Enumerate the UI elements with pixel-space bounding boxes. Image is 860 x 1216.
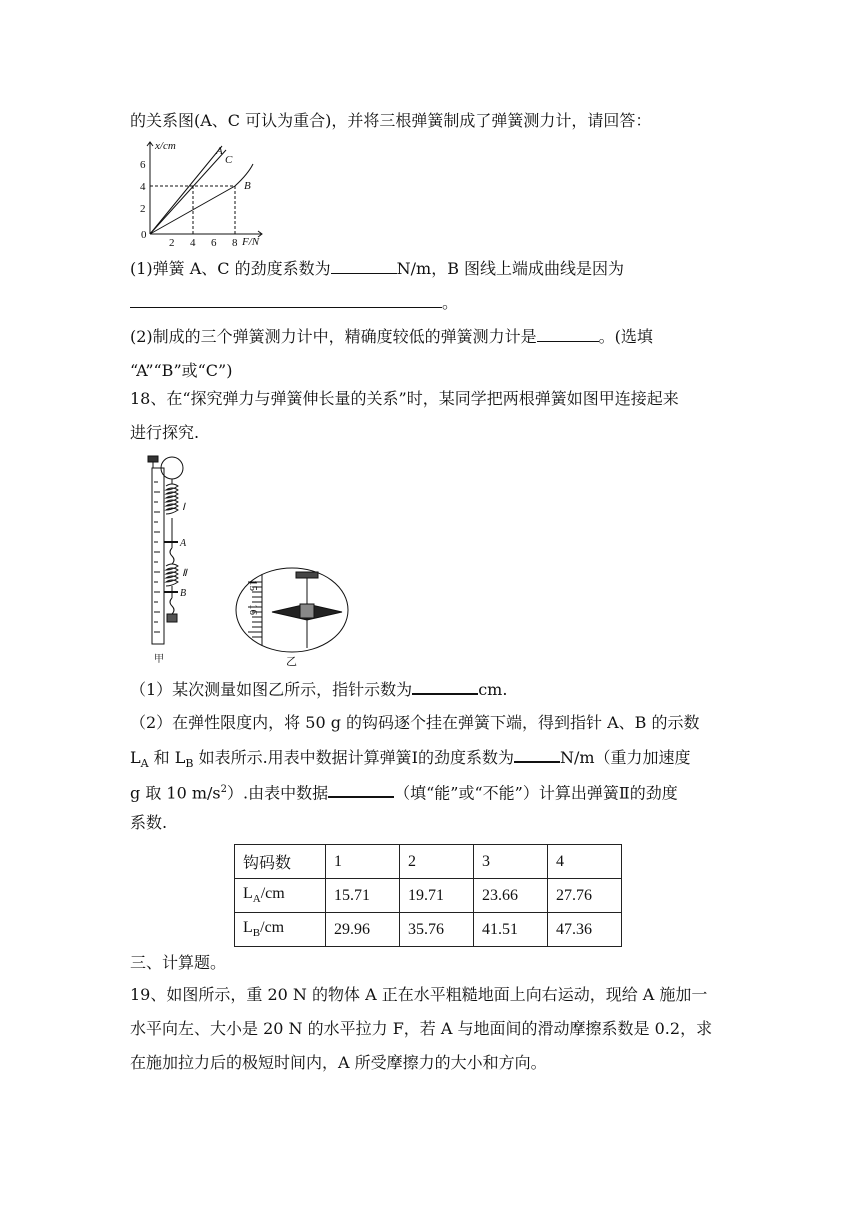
answer-blank-long [130,292,442,308]
table-cell: 47.36 [548,913,622,947]
q18-part2-g: g 取 10 m/s [130,783,221,803]
scale-label-15: 15 [247,580,259,591]
answer-blank [514,746,560,763]
q18-part2-text-b: ）.由表中数据 [227,783,329,803]
superscript-2: 2 [220,784,228,795]
label-pointer-A: A [180,538,187,549]
q19-line2: 水平向左、大小是 20 N 的水平拉力 F，若 A 与地面间的滑动摩擦系数是 0.2，求 [130,1019,713,1038]
answer-blank [331,258,397,274]
q17-graph [138,138,268,248]
table-header-cell: 4 [548,845,622,879]
label-unit: /cm [260,885,285,903]
table-cell: 35.76 [400,913,474,947]
q17-part2-options: “A”“B”或“C”) [130,361,233,380]
q18-part2-line3 [130,779,740,804]
caption-yi: 乙 [286,656,297,668]
origin-label: 0 [141,229,147,241]
data-table [234,844,622,947]
answer-blank [328,781,394,798]
label-A: A [216,145,223,157]
answer-blank [412,678,478,695]
q18-part2-line1: （2）在弹性限度内，将 50 g 的钩码逐个挂在弹簧下端，得到指针 A、B 的示数 [130,713,700,732]
q19-line3: 在施加拉力后的极短时间内，A 所受摩擦力的大小和方向。 [130,1053,547,1072]
y-tick-6: 6 [140,159,146,171]
table-cell: 41.51 [474,913,548,947]
figure-yi-scale-reading [234,560,352,670]
spring-1 [166,484,178,514]
scale-label-16: 16 [247,604,259,615]
section-3-heading: 三、计算题。 [130,953,227,972]
label-spring-2: Ⅱ [182,568,187,579]
row-label-LA [235,879,326,913]
table-header-cell: 3 [474,845,548,879]
label-L: L [243,885,253,903]
q17-part1-end: 。 [442,293,459,312]
q17-part2 [130,326,740,348]
table-cell: 19.71 [400,879,474,913]
q17-intro: 的关系图(A、C 可认为重合)，并将三根弹簧制成了弹簧测力计，请回答： [130,111,652,130]
table-cell: 15.71 [326,879,400,913]
q18-part1-text: （1）某次测量如图乙所示，指针示数为 [130,680,413,699]
q19-line1: 19、如图所示，重 20 N 的物体 A 正在水平粗糙地面上向右运动，现给 A 施加一 [130,985,708,1004]
q18-part2-line2 [130,746,740,775]
label-unit: /cm [260,919,285,937]
figure-jia-spring-apparatus [140,452,200,668]
table-row [235,913,622,947]
x-tick-4: 4 [190,237,196,248]
table-header-cell: 2 [400,845,474,879]
q17-part2-text-b: 。(选填 [598,327,653,346]
spring-2 [166,564,178,586]
q17-part1 [130,258,740,280]
x-tick-8: 8 [232,237,238,248]
line-A [150,146,222,234]
subscript-A: A [140,757,149,771]
table-header-cell: 钩码数 [235,845,326,879]
y-tick-4: 4 [140,181,146,193]
q18-part2-text-c: 如表所示.用表中数据计算弹簧Ⅰ的劲度系数为 [193,748,514,767]
label-L: L [243,919,253,937]
q17-part1-text-a: (1)弹簧 A、C 的劲度系数为 [130,259,331,278]
label-sub: A [252,893,261,906]
label-C: C [225,154,233,166]
table-row [235,845,622,879]
label-pointer-B: B [180,588,187,599]
table-cell: 23.66 [474,879,548,913]
label-sub: B [252,927,261,940]
q18-part1-unit: cm. [478,680,508,699]
label-spring-1: Ⅰ [182,502,185,513]
y-tick-2: 2 [140,203,146,215]
y-axis-label: x/cm [155,140,176,152]
q18-line1: 18、在“探究弹力与弹簧伸长量的关系”时，某同学把两根弹簧如图甲连接起来 [130,389,679,408]
x-tick-2: 2 [169,237,175,248]
text-and-L: 和 L [148,748,186,767]
weight [167,614,177,622]
caption-jia: 甲 [154,654,164,665]
q17-part1-cont [130,292,740,314]
table-header-cell: 1 [326,845,400,879]
line-C [150,150,226,234]
table-cell: 27.76 [548,879,622,913]
q18-part2-text-c2: （填“能”或“不能”）计算出弹簧Ⅱ的劲度 [394,783,678,803]
label-B: B [244,180,251,192]
x-tick-6: 6 [211,237,217,248]
table-cell: 29.96 [326,913,400,947]
ruler [152,468,164,644]
x-axis-label: F/N [242,236,260,248]
q17-part1-text-b: N/m，B 图线上端成曲线是因为 [396,259,625,278]
line-B [150,164,253,234]
q17-part2-text-a: (2)制成的三个弹簧测力计中，精确度较低的弹簧测力计是 [130,327,537,346]
q18-line2: 进行探究. [130,423,200,442]
q18-part2-text-d: N/m（重力加速度 [559,748,691,767]
q18-part1 [130,678,740,701]
subscript-B: B [185,757,194,771]
text-L: L [130,748,141,767]
answer-blank [537,326,599,342]
q18-part2-line4: 系数. [130,813,168,832]
row-label-LB [235,913,326,947]
table-row [235,879,622,913]
